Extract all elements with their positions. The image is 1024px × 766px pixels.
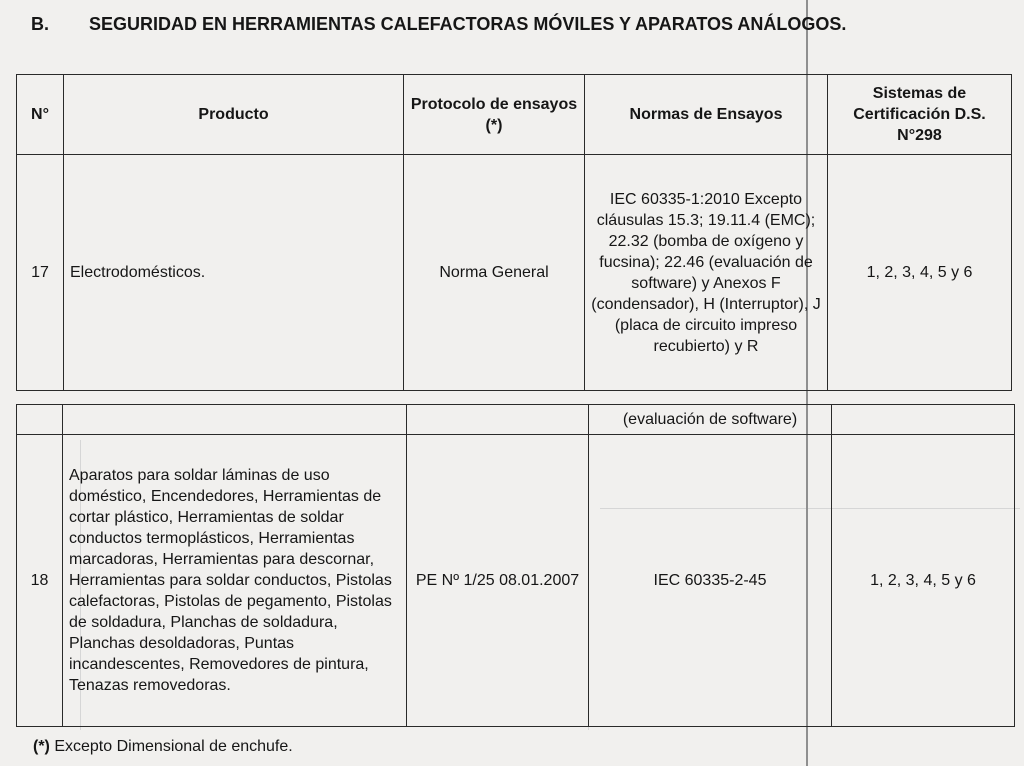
header-producto: Producto <box>64 75 404 155</box>
header-sistemas: Sistemas de Certificación D.S. N°298 <box>828 75 1012 155</box>
row-17-product: Electrodomésticos. <box>64 155 404 391</box>
continuation-cell-empty <box>407 405 589 435</box>
row-18-standards: IEC 60335-2-45 <box>589 435 832 727</box>
row-18-systems: 1, 2, 3, 4, 5 y 6 <box>832 435 1015 727</box>
continuation-cell-empty <box>17 405 63 435</box>
row-18-number: 18 <box>17 435 63 727</box>
footnote-mark: (*) <box>33 738 50 755</box>
header-normas: Normas de Ensayos <box>585 75 828 155</box>
section-title: SEGURIDAD EN HERRAMIENTAS CALEFACTORAS MÓVILES Y APARATOS ANÁLOGOS. <box>89 14 847 34</box>
row-17-protocol: Norma General <box>404 155 585 391</box>
table-header-row <box>17 75 1012 155</box>
continuation-row <box>17 405 1015 435</box>
table-row <box>17 435 1015 727</box>
certification-table-continued <box>16 404 1015 727</box>
continuation-standards-text: (evaluación de software) <box>589 405 832 435</box>
row-17-systems: 1, 2, 3, 4, 5 y 6 <box>828 155 1012 391</box>
continuation-cell-empty <box>63 405 407 435</box>
header-protocolo: Protocolo de ensayos (*) <box>404 75 585 155</box>
row-18-protocol: PE Nº 1/25 08.01.2007 <box>407 435 589 727</box>
footnote <box>33 736 293 757</box>
footnote-text: Excepto Dimensional de enchufe. <box>49 738 293 755</box>
continuation-cell-empty <box>832 405 1015 435</box>
row-17-standards: IEC 60335-1:2010 Excepto cláusulas 15.3; 19.11.4 (EMC); 22.32 (bomba de oxígeno y fucsina); 22.46 (evaluación de software) y Anexos F (condensador), H (Interruptor), J (placa de circuito impreso recubierto) y R <box>585 155 828 391</box>
certification-table <box>16 74 1012 391</box>
section-letter: B. <box>31 14 49 34</box>
header-n: N° <box>17 75 64 155</box>
row-17-number: 17 <box>17 155 64 391</box>
table-row <box>17 155 1012 391</box>
row-18-product: Aparatos para soldar láminas de uso doméstico, Encendedores, Herramientas de cortar plástico, Herramientas de soldar conductos termoplásticos, Herramientas marcadoras, Herramientas para descornar, Herramientas para soldar conductos, Pistolas calefactoras, Pistolas de pegamento, Pistolas de soldadura, Planchas de soldadura, Planchas desoldadoras, Puntas incandescentes, Removedores de pintura, Tenazas removedoras. <box>63 435 407 727</box>
